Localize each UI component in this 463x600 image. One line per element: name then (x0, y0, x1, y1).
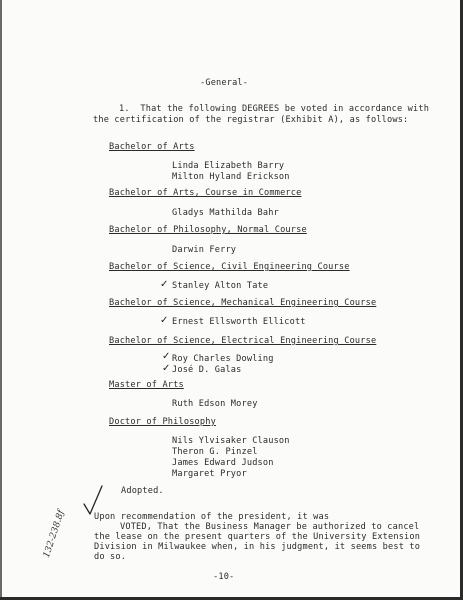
check-mark: ✓ (162, 351, 171, 362)
graduate-name: Margaret Pryor (172, 469, 247, 479)
page-number: -10- (213, 572, 235, 582)
graduate-name: Stanley Alton Tate (172, 281, 269, 291)
scan-edge-left (0, 0, 2, 600)
handwritten-margin-note: 132-238.8ƒ (42, 509, 67, 560)
check-mark: ✓ (160, 315, 169, 326)
degree-heading-ba-commerce: Bachelor of Arts, Course in Commerce (109, 188, 302, 198)
recommendation-line-5: do so. (94, 552, 127, 562)
graduate-name: Roy Charles Dowling (172, 354, 274, 364)
graduate-name: James Edward Judson (172, 458, 274, 468)
recommendation-line-4: Division in Milwaukee when, in his judgment, it seems best to (94, 542, 421, 552)
recommendation-line-2: VOTED, That the Business Manager be authorized to cancel (120, 522, 420, 532)
section-title: -General- (200, 78, 249, 88)
degree-heading-bs-civil: Bachelor of Science, Civil Engineering Course (109, 262, 350, 272)
graduate-name: Ruth Edson Morey (172, 399, 258, 409)
recommendation-line-3: the lease on the present quarters of the University Extension (94, 532, 421, 542)
graduate-name: José D. Galas (172, 365, 242, 375)
graduate-name: Gladys Mathilda Bahr (172, 208, 279, 218)
graduate-name: Ernest Ellsworth Ellicott (172, 317, 306, 327)
intro-line-2: the certification of the registrar (Exhibit A), as follows: (93, 115, 409, 125)
graduate-name: Nils Ylvisaker Clauson (172, 436, 290, 446)
degree-heading-ba: Bachelor of Arts (109, 142, 195, 152)
graduate-name: Linda Elizabeth Barry (172, 161, 285, 171)
adopted-text: Adopted. (121, 486, 164, 496)
degree-heading-bs-electrical: Bachelor of Science, Electrical Engineering Course (109, 336, 377, 346)
degree-heading-phd: Doctor of Philosophy (109, 417, 216, 427)
check-mark: ✓ (162, 363, 171, 374)
recommendation-line-1: Upon recommendation of the president, it was (94, 512, 330, 522)
degree-heading-phb-normal: Bachelor of Philosophy, Normal Course (109, 225, 307, 235)
degree-heading-ma: Master of Arts (109, 380, 184, 390)
intro-line-1: 1. That the following DEGREES be voted in accordance with (119, 104, 430, 114)
graduate-name: Milton Hyland Erickson (172, 172, 290, 182)
graduate-name: Darwin Ferry (172, 245, 237, 255)
check-mark: ✓ (160, 279, 169, 290)
degree-heading-bs-mechanical: Bachelor of Science, Mechanical Engineering Course (109, 298, 377, 308)
graduate-name: Theron G. Pinzel (172, 447, 258, 457)
